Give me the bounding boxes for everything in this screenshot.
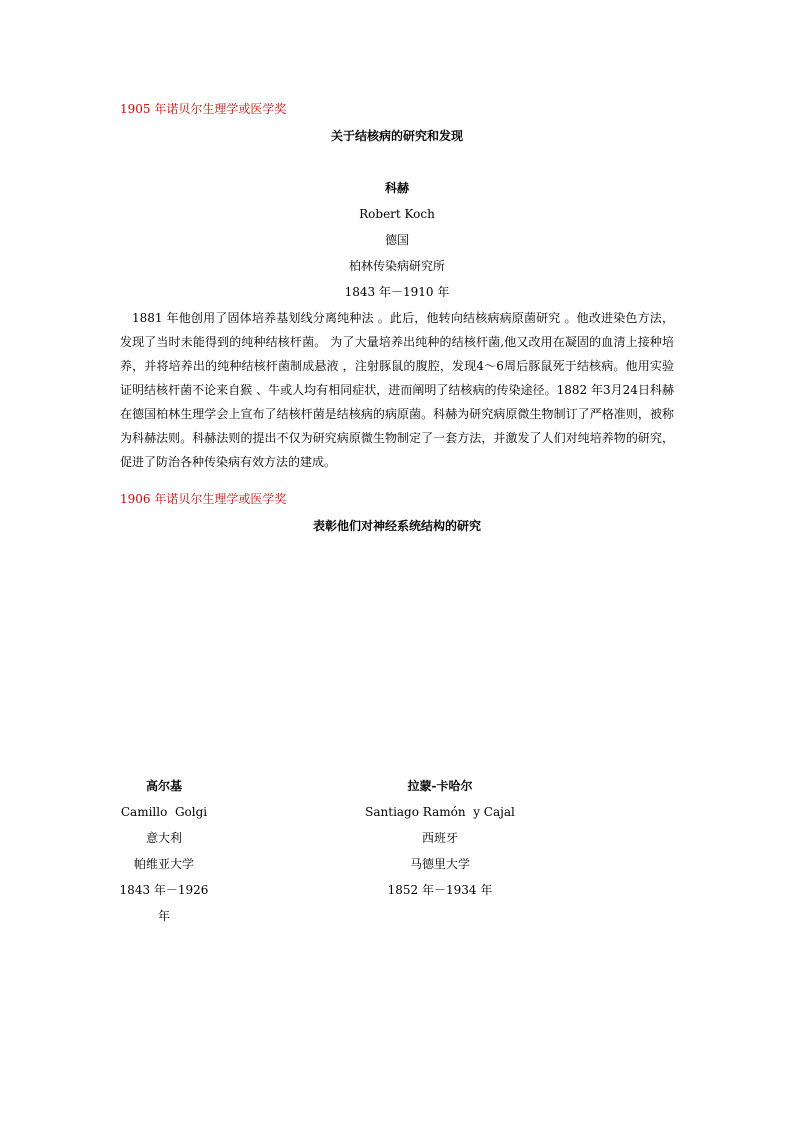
cajal-name-latin: Santiago Ramón y Cajal: [365, 805, 515, 819]
golgi-institution: 帕维亚大学: [133, 857, 194, 871]
golgi-country: 意大利: [145, 831, 182, 845]
golgi-years: 1843 年－1926: [119, 883, 209, 897]
cajal-name: 拉蒙-卡哈尔: [407, 779, 473, 793]
prize-1906-subject: 表彰他们对神经系统结构的研究: [312, 519, 481, 533]
cajal-column: [340, 778, 540, 908]
prize-1905-heading: 1905 年诺贝尔生理学或医学奖: [120, 102, 287, 116]
prize-1906-heading: 1906 年诺贝尔生理学或医学奖: [120, 492, 287, 506]
koch-biography: 1881 年他创用了固体培养基划线分离纯种法 。此后，他转向结核病病原菌研究 。他改进染色方法，发现了当时未能得到的纯种结核杆菌。 为了大量培养出纯种的结核杆菌,他又改用在凝固的血清上接种培养，并将培养出的纯种结核杆菌制成悬液 ，注射豚鼠的腹腔，发现4～6周后豚鼠死于结核病。他用实验证明结核杆菌不论来自猴 、牛或人均有相同症状，进而阐明了结核病的传染途径。1882 年3月24日科赫在德国柏林生理学会上宣布了结核杆菌是结核病的病原菌。科赫为研究病原微生物制订了严格准则，被称为科赫法则。科赫法则的提出不仅为研究病原微生物制定了一套方法，并激发了人们对纯培养物的研究，促进了防治各种传染病有效方法的建成。: [120, 311, 674, 469]
golgi-column: [104, 778, 224, 934]
golgi-years-suffix: 年: [157, 909, 170, 923]
koch-institution: 柏林传染病研究所: [348, 259, 445, 273]
golgi-name-latin: Camillo Golgi: [120, 805, 208, 819]
koch-country: 德国: [384, 233, 409, 247]
cajal-years: 1852 年－1934 年: [387, 883, 493, 897]
cajal-country: 西班牙: [421, 831, 458, 845]
prize-1905-subject: 关于结核病的研究和发现: [330, 129, 463, 143]
koch-name-latin: Robert Koch: [359, 207, 435, 221]
koch-years: 1843 年－1910 年: [344, 285, 450, 299]
golgi-name: 高尔基: [145, 779, 182, 793]
koch-name: 科赫: [384, 181, 409, 195]
cajal-institution: 马德里大学: [409, 857, 470, 871]
